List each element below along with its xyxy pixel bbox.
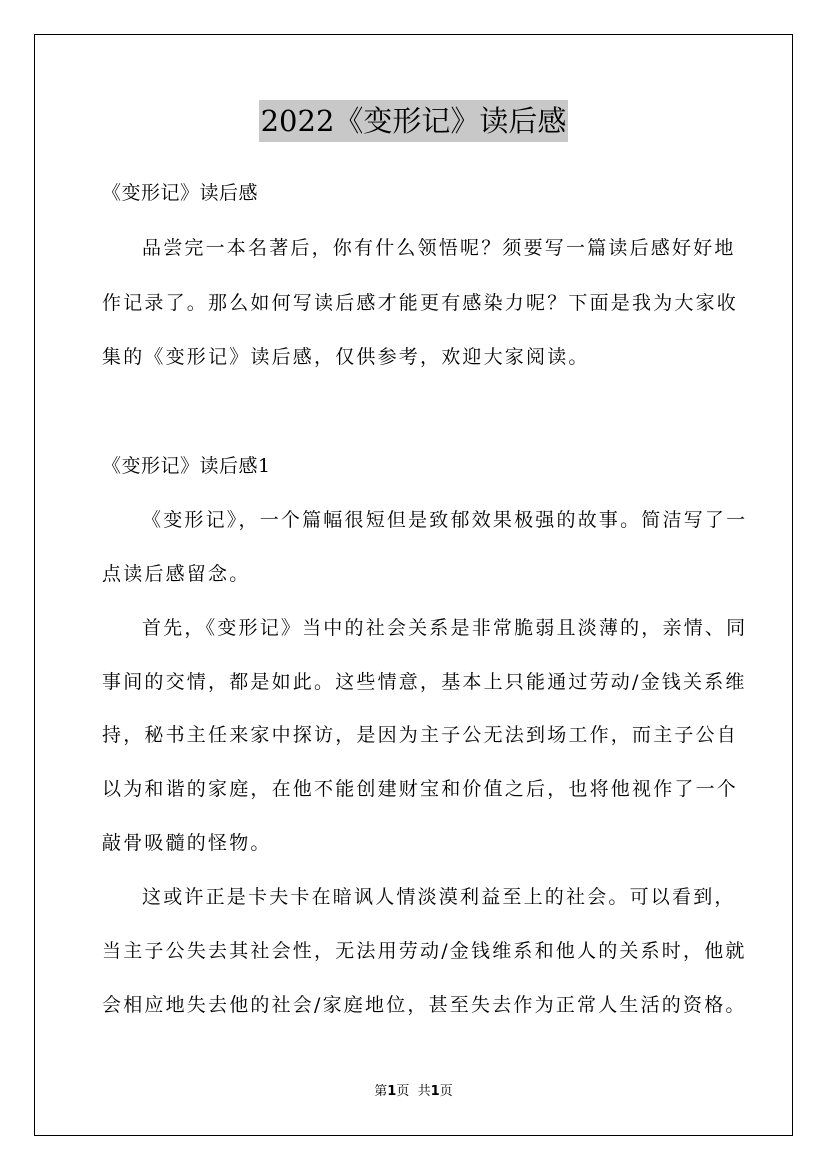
body-line: 以为和谐的家庭，在他不能创建财宝和价值之后，也将他视作了一个 — [102, 778, 739, 800]
body-line: 会相应地失去他的社会/家庭地位，甚至失去作为正常人生活的资格。 — [102, 994, 747, 1016]
page-suffix: 页 — [396, 1084, 410, 1099]
section-heading: 《变形记》读后感1 — [102, 455, 271, 477]
body-line: 敲骨吸髓的怪物。 — [102, 832, 272, 854]
document-title: 2022《变形记》读后感 — [259, 100, 569, 142]
body-line: 事间的交情，都是如此。这些情意，基本上只能通过劳动/金钱关系维 — [102, 671, 747, 693]
intro-line: 品尝完一本名著后，你有什么领悟呢？须要写一篇读后感好好地 — [142, 237, 736, 259]
body-line: 首先，《变形记》当中的社会关系是非常脆弱且淡薄的，亲情、同 — [142, 617, 748, 639]
subtitle: 《变形记》读后感 — [102, 182, 259, 204]
page-footer — [0, 1083, 827, 1101]
body-line: 《变形记》，一个篇幅很短但是致郁效果极强的故事。简洁写了一 — [142, 509, 748, 531]
page-prefix: 第 — [374, 1084, 388, 1099]
title-container — [0, 100, 827, 142]
body-line: 持，秘书主任来家中探访，是因为主子公无法到场工作，而主子公自 — [102, 724, 739, 746]
page-number: 1 — [387, 1084, 397, 1099]
total-prefix: 共 — [417, 1084, 431, 1099]
intro-line: 集的《变形记》读后感，仅供参考，欢迎大家阅读。 — [102, 346, 590, 368]
intro-line: 作记录了。那么如何写读后感才能更有感染力呢？下面是我为大家收 — [102, 292, 739, 314]
body-line: 点读后感留念。 — [102, 563, 251, 585]
total-suffix: 页 — [439, 1084, 453, 1099]
body-line: 这或许正是卡夫卡在暗讽人情淡漠利益至上的社会。可以看到， — [142, 886, 736, 908]
total-pages: 1 — [430, 1084, 440, 1099]
body-line: 当主子公失去其社会性，无法用劳动/金钱维系和他人的关系时，他就 — [102, 940, 747, 962]
